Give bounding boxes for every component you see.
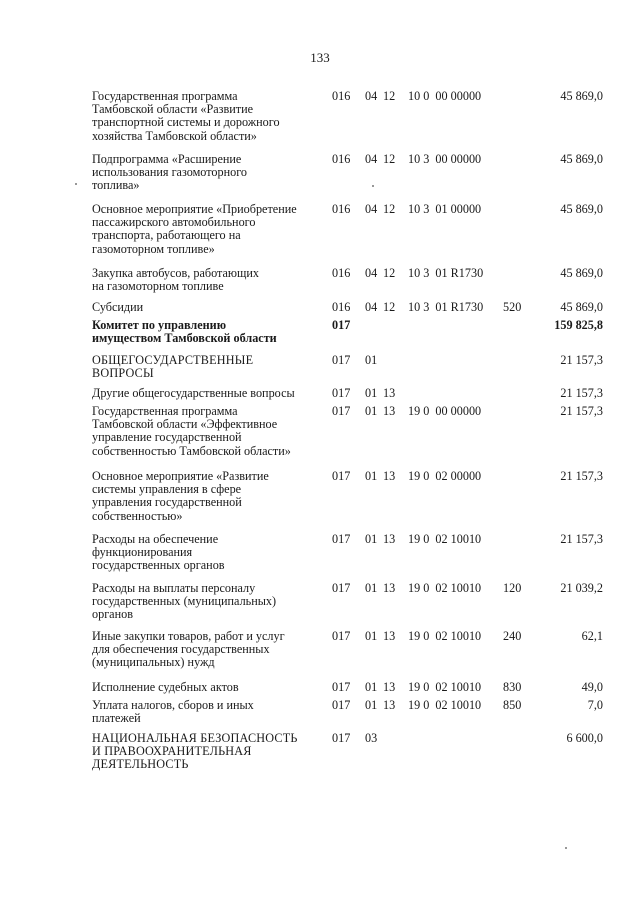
row-name-line: Государственная программа	[92, 89, 238, 103]
scan-speck	[565, 847, 567, 849]
row-name	[92, 203, 318, 256]
row-sum: 49,0	[581, 680, 603, 694]
row-pr: 13	[383, 386, 396, 400]
row-pr: 12	[383, 202, 396, 216]
row-vid: 016	[332, 89, 351, 103]
page-number: 133	[310, 50, 330, 65]
row-pr: 13	[383, 698, 396, 712]
row-csr: 10 3 01 00000	[408, 202, 482, 216]
row-name-line: Другие общегосударственные вопросы	[92, 386, 295, 400]
row-name-line: топлива»	[92, 178, 140, 193]
row-name	[92, 470, 318, 523]
row-name-line: И ПРАВООХРАНИТЕЛЬНАЯ	[92, 744, 252, 759]
row-name	[92, 699, 318, 725]
row-name-line: НАЦИОНАЛЬНАЯ БЕЗОПАСНОСТЬ	[92, 731, 298, 745]
row-vid: 017	[332, 386, 351, 400]
row-sum: 6 600,0	[566, 731, 603, 745]
row-name	[92, 582, 318, 622]
row-name	[92, 319, 318, 345]
row-name	[92, 267, 318, 293]
row-name-line: Основное мероприятие «Развитие	[92, 469, 269, 483]
row-name-line: Тамбовской области «Эффективное	[92, 417, 278, 432]
row-name-line: Основное мероприятие «Приобретение	[92, 202, 297, 216]
row-rz: 01	[365, 680, 378, 694]
row-sum: 45 869,0	[560, 300, 603, 314]
row-csr: 10 3 01 R1730	[408, 266, 484, 280]
row-vid: 017	[332, 680, 351, 694]
row-csr: 10 3 00 00000	[408, 152, 482, 166]
scan-speck	[372, 185, 374, 187]
row-sum: 45 869,0	[560, 89, 603, 103]
row-sum: 159 825,8	[554, 318, 603, 332]
row-rz: 04	[365, 89, 378, 103]
row-rz: 01	[365, 698, 378, 712]
row-rz: 01	[365, 353, 378, 367]
row-name-line: Комитет по управлению	[92, 318, 227, 332]
row-pr: 13	[383, 469, 396, 483]
row-name-line: на газомоторном топливе	[92, 279, 224, 294]
row-name-line: Субсидии	[92, 300, 144, 314]
row-pr: 12	[383, 89, 396, 103]
row-name-line: газомоторном топливе»	[92, 241, 215, 256]
row-rz: 03	[365, 731, 378, 745]
row-name-line: Расходы на выплаты персоналу	[92, 581, 256, 595]
row-vid: 017	[332, 318, 351, 332]
row-vid: 017	[332, 629, 351, 643]
row-name-line: собственностью»	[92, 508, 183, 523]
row-sum: 21 157,3	[560, 469, 603, 483]
row-name-line: Тамбовской области «Развитие	[92, 102, 254, 117]
row-name-line: ВОПРОСЫ	[92, 366, 154, 381]
row-pr: 12	[383, 266, 396, 280]
row-name-line: Закупка автобусов, работающих	[92, 266, 259, 280]
row-name-line: (муниципальных) нужд	[92, 655, 215, 670]
row-vid: 017	[332, 469, 351, 483]
row-sum: 21 157,3	[560, 353, 603, 367]
row-name-line: ОБЩЕГОСУДАРСТВЕННЫЕ	[92, 353, 254, 367]
row-name-line: Подпрограмма «Расширение	[92, 152, 242, 166]
row-csr: 19 0 02 10010	[408, 698, 482, 712]
row-vid: 016	[332, 202, 351, 216]
row-rz: 04	[365, 152, 378, 166]
row-rz: 01	[365, 581, 378, 595]
row-sum: 21 039,2	[560, 581, 603, 595]
row-rz: 04	[365, 202, 378, 216]
row-name	[92, 533, 318, 573]
row-vid: 017	[332, 698, 351, 712]
row-name-line: государственных органов	[92, 558, 225, 573]
row-vid: 017	[332, 404, 351, 418]
row-rz: 01	[365, 532, 378, 546]
row-name-line: транспортной системы и дорожного	[92, 115, 280, 130]
row-name	[92, 387, 318, 400]
row-name-line: Уплата налогов, сборов и иных	[92, 698, 254, 712]
row-name	[92, 681, 318, 694]
row-rz: 01	[365, 404, 378, 418]
row-vid: 017	[332, 731, 351, 745]
row-sum: 7,0	[587, 698, 603, 712]
row-name-line: использования газомоторного	[92, 165, 247, 180]
row-pr: 13	[383, 629, 396, 643]
row-name	[92, 354, 318, 380]
row-vr: 120	[503, 581, 522, 595]
row-vr: 240	[503, 629, 522, 643]
row-sum: 21 157,3	[560, 404, 603, 418]
row-name-line: транспорта, работающего на	[92, 228, 241, 243]
row-rz: 01	[365, 629, 378, 643]
row-pr: 13	[383, 581, 396, 595]
row-rz: 04	[365, 300, 378, 314]
row-vr: 850	[503, 698, 522, 712]
row-csr: 19 0 02 10010	[408, 680, 482, 694]
row-sum: 62,1	[581, 629, 603, 643]
row-pr: 13	[383, 532, 396, 546]
row-name-line: ДЕЯТЕЛЬНОСТЬ	[92, 757, 189, 772]
row-vid: 016	[332, 152, 351, 166]
row-pr: 12	[383, 300, 396, 314]
row-csr: 10 3 01 R1730	[408, 300, 484, 314]
row-name-line: собственностью Тамбовской области»	[92, 443, 291, 458]
row-pr: 12	[383, 152, 396, 166]
row-name	[92, 630, 318, 670]
row-csr: 19 0 02 10010	[408, 581, 482, 595]
row-name	[92, 301, 318, 314]
row-name-line: для обеспечения государственных	[92, 642, 270, 657]
row-vr: 830	[503, 680, 522, 694]
row-vr: 520	[503, 300, 522, 314]
row-name-line: платежей	[92, 711, 141, 726]
row-name	[92, 90, 318, 143]
row-name-line: управления государственной	[92, 495, 242, 510]
row-vid: 017	[332, 353, 351, 367]
row-name-line: функционирования	[92, 545, 193, 560]
row-vid: 017	[332, 532, 351, 546]
row-rz: 01	[365, 469, 378, 483]
row-name-line: системы управления в сфере	[92, 482, 242, 497]
row-name-line: государственных (муниципальных)	[92, 594, 277, 609]
row-csr: 19 0 00 00000	[408, 404, 482, 418]
row-name-line: Государственная программа	[92, 404, 238, 418]
row-rz: 04	[365, 266, 378, 280]
row-sum: 21 157,3	[560, 386, 603, 400]
row-rz: 01	[365, 386, 378, 400]
row-sum: 21 157,3	[560, 532, 603, 546]
scan-speck	[75, 183, 77, 185]
row-name-line: Расходы на обеспечение	[92, 532, 219, 546]
row-name	[92, 405, 318, 458]
row-csr: 10 0 00 00000	[408, 89, 482, 103]
row-csr: 19 0 02 10010	[408, 532, 482, 546]
row-csr: 19 0 02 10010	[408, 629, 482, 643]
row-sum: 45 869,0	[560, 152, 603, 166]
row-name-line: имуществом Тамбовской области	[92, 331, 277, 346]
row-name	[92, 732, 318, 772]
row-vid: 016	[332, 300, 351, 314]
row-vid: 017	[332, 581, 351, 595]
row-name	[92, 153, 318, 193]
row-name-line: хозяйства Тамбовской области»	[92, 128, 257, 143]
row-name-line: органов	[92, 607, 133, 622]
row-sum: 45 869,0	[560, 266, 603, 280]
row-sum: 45 869,0	[560, 202, 603, 216]
row-name-line: Иные закупки товаров, работ и услуг	[92, 629, 285, 643]
row-name-line: управление государственной	[92, 430, 242, 445]
row-name-line: пассажирского автомобильного	[92, 215, 256, 230]
row-pr: 13	[383, 404, 396, 418]
row-name-line: Исполнение судебных актов	[92, 680, 239, 694]
row-csr: 19 0 02 00000	[408, 469, 482, 483]
row-vid: 016	[332, 266, 351, 280]
row-pr: 13	[383, 680, 396, 694]
